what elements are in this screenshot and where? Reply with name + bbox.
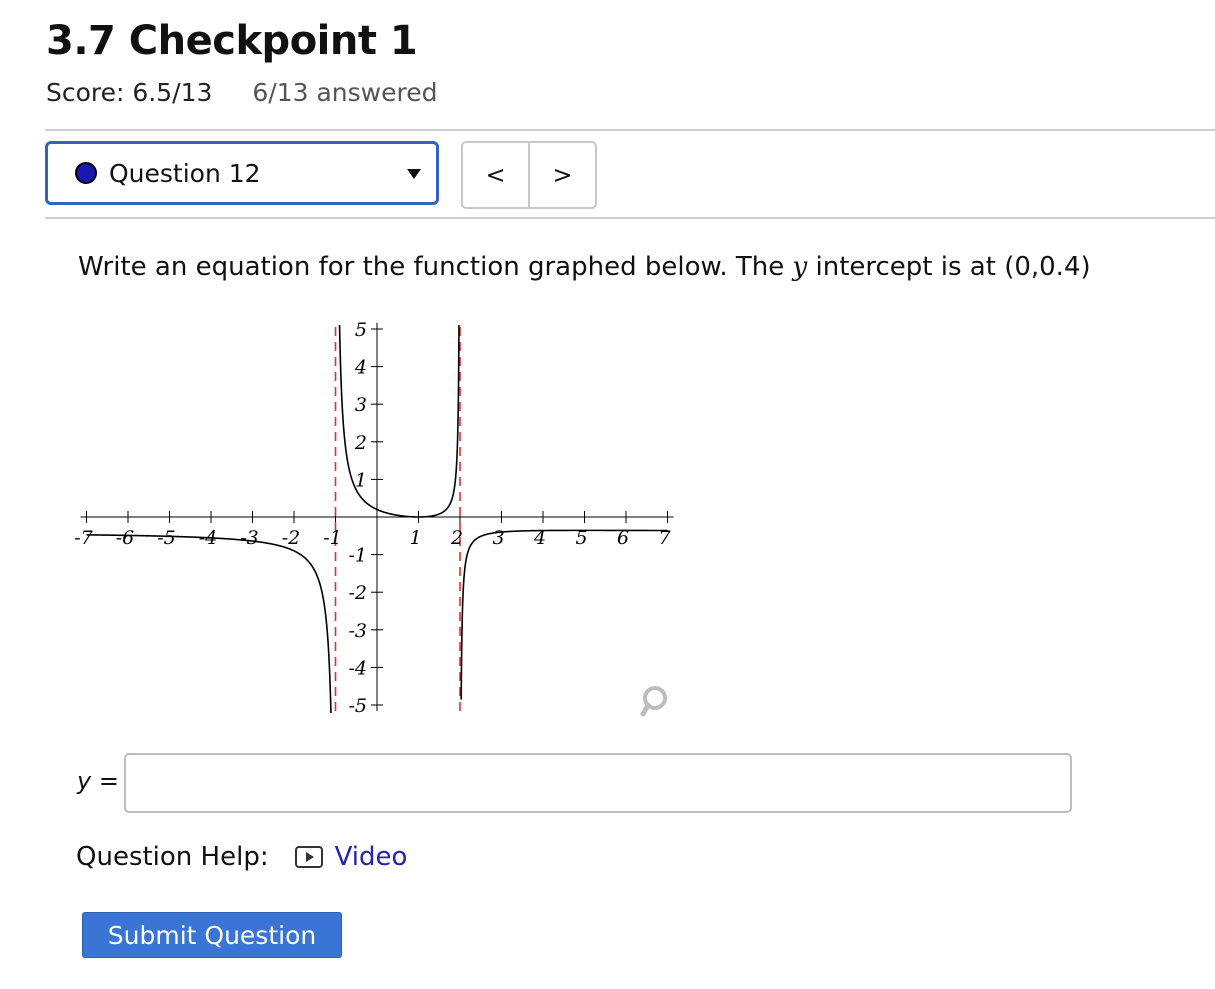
function-graph xyxy=(0,0,720,740)
question-select-label: Question 12 xyxy=(109,158,261,188)
x-tick-label: -1 xyxy=(323,527,342,549)
answer-input[interactable] xyxy=(124,753,1072,813)
x-tick-label: -6 xyxy=(115,527,135,549)
y-tick-label: -3 xyxy=(348,619,367,642)
magnifier-icon[interactable] xyxy=(640,682,680,722)
prompt-text-start: Write an equation for the function graphed below. The xyxy=(78,252,793,282)
function-curve xyxy=(87,535,332,717)
y-tick-label: -4 xyxy=(348,657,367,680)
prompt-variable: y xyxy=(792,252,808,282)
video-play-icon[interactable] xyxy=(295,846,323,868)
y-tick-label: 4 xyxy=(354,356,367,379)
y-tick-label: 1 xyxy=(354,469,367,492)
x-tick-label: 5 xyxy=(575,527,588,549)
y-tick-label: -5 xyxy=(348,695,367,717)
function-curve xyxy=(461,530,667,699)
x-tick-label: 7 xyxy=(658,527,671,549)
y-tick-label: 2 xyxy=(354,431,367,454)
x-tick-label: -4 xyxy=(198,527,218,549)
score-text: Score: 6.5/13 xyxy=(46,78,213,107)
x-tick-label: 2 xyxy=(450,527,464,549)
prev-question-button[interactable]: < xyxy=(485,161,506,189)
y-tick-label: -1 xyxy=(348,544,367,567)
x-tick-label: -7 xyxy=(74,527,93,549)
x-tick-label: -2 xyxy=(281,527,301,549)
page-title: 3.7 Checkpoint 1 xyxy=(46,18,418,64)
prompt-text-end: intercept is at (0,0.4) xyxy=(807,252,1091,282)
y-tick-label: -2 xyxy=(348,582,367,605)
answered-count: 6/13 answered xyxy=(252,78,438,107)
next-question-button[interactable]: > xyxy=(528,143,595,207)
x-tick-label: -5 xyxy=(157,527,176,549)
x-tick-label: -3 xyxy=(240,527,259,549)
x-tick-label: 1 xyxy=(409,527,422,549)
x-tick-label: 4 xyxy=(533,527,547,549)
video-link[interactable]: Video xyxy=(334,842,408,872)
submit-question-button[interactable]: Submit Question xyxy=(82,912,342,958)
question-help-label: Question Help: xyxy=(76,842,269,872)
y-tick-label: 5 xyxy=(354,319,367,341)
y-tick-label: 3 xyxy=(354,394,367,417)
answer-label xyxy=(77,767,119,795)
x-tick-label: 3 xyxy=(492,527,505,549)
graph-tick-labels xyxy=(74,319,671,717)
x-tick-label: 6 xyxy=(616,527,630,549)
answer-label-text: y = xyxy=(77,767,119,795)
question-help xyxy=(76,842,407,872)
